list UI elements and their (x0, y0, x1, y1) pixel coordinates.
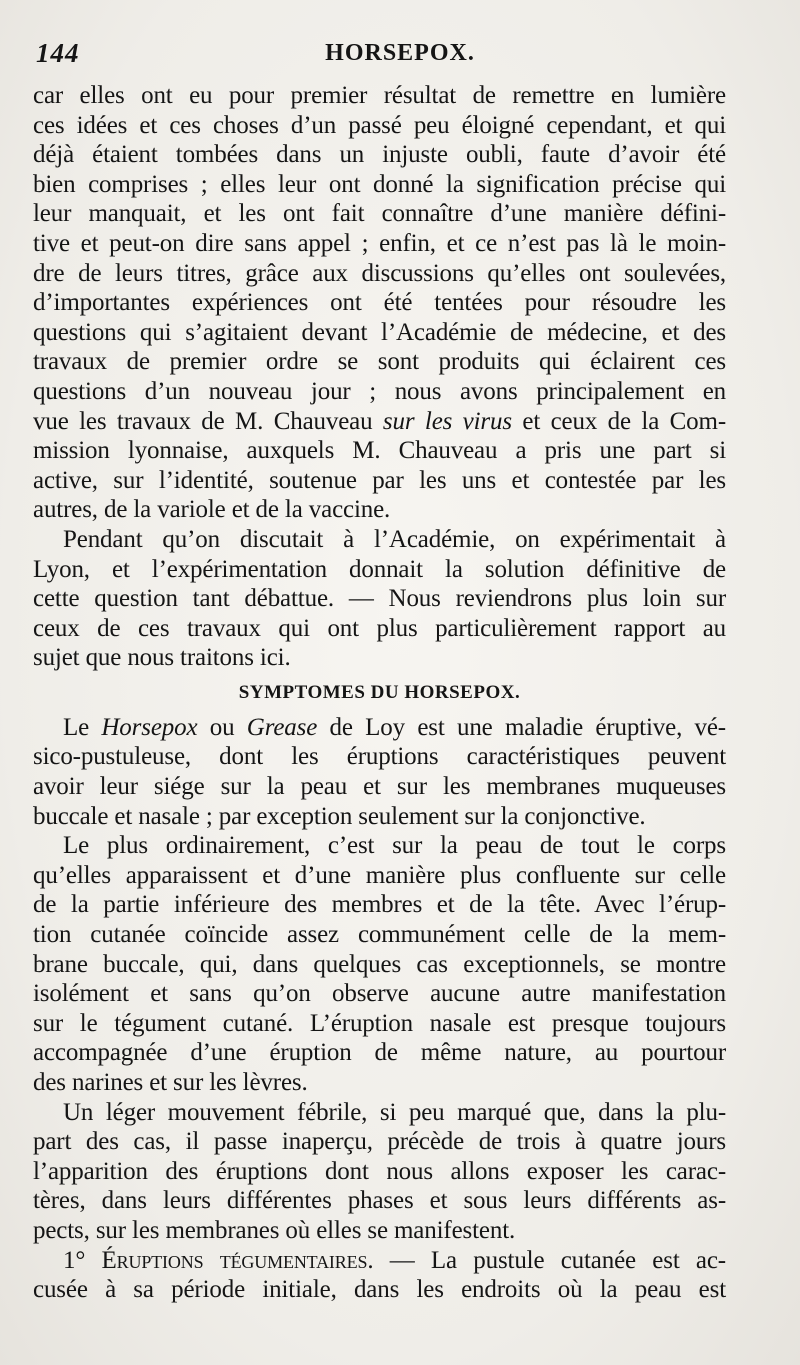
text-line: questions d’un nouveau jour ; nous avons principalement en (33, 377, 726, 405)
text-line: sur le tégument cutané. L’éruption nasale est presque toujours (33, 1009, 726, 1037)
text-line: bien comprises ; elles leur ont donné la signification précise qui (33, 170, 726, 198)
text-line: cusée à sa période initiale, dans les endroits où la peau est (33, 1276, 726, 1304)
text-line: brane buccale, qui, dans quelques cas exceptionnels, se montre (33, 950, 726, 978)
text-line: part des cas, il passe inaperçu, précède de trois à quatre jours (33, 1128, 726, 1156)
text-line (33, 1246, 726, 1276)
italic-phrase: sur les virus (382, 407, 512, 435)
text-run: Le (63, 713, 102, 741)
text-line: tères, dans leurs différentes phases et sous leurs différents as- (33, 1187, 726, 1215)
section-heading: SYMPTOMES DU HORSEPOX. (238, 681, 521, 703)
text-line: Un léger mouvement fébrile, si peu marqué que, dans la plu- (63, 1098, 726, 1126)
text-line: tion cutanée coïncide assez communément celle de la mem- (33, 921, 726, 949)
text-line: leur manquait, et les ont fait connaître d’une manière défini- (33, 200, 726, 228)
page-header (36, 38, 764, 72)
small-caps-heading: Éruptions tégumentaires. (101, 1246, 374, 1274)
text-line: car elles ont eu pour premier résultat de remettre en lumière (33, 82, 726, 109)
text-line: pects, sur les membranes où elles se manifestent. (33, 1216, 516, 1244)
text-line (33, 407, 726, 437)
text-line: buccale et nasale ; par exception seulement sur la conjonctive. (33, 802, 646, 830)
text-line: ces idées et ces choses d’un passé peu éloigné cependant, et qui (33, 111, 726, 139)
text-run: et ceux de la Com- (511, 407, 726, 435)
text-line: sico-pustuleuse, dont les éruptions caractéristiques peuvent (33, 743, 726, 771)
text-line: de la partie inférieure des membres et de la tête. Avec l’érup- (33, 891, 726, 919)
text-run: — La pustule cutanée est ac- (373, 1246, 726, 1274)
text-line: Le plus ordinairement, c’est sur la peau de tout le corps (63, 832, 726, 860)
text-line: Pendant qu’on discutait à l’Académie, on expérimentait à (63, 525, 726, 553)
text-line: avoir leur siége sur la peau et sur les membranes muqueuses (33, 773, 726, 801)
text-line: tive et peut-on dire sans appel ; enfin, et ce n’est pas là le moin- (33, 229, 726, 257)
text-line: cette question tant débattue. — Nous reviendrons plus loin sur (33, 585, 726, 613)
text-line: mission lyonnaise, auxquels M. Chauveau a pris une part si (33, 437, 726, 465)
text-line: d’importantes expériences ont été tentées pour résoudre les (33, 289, 726, 317)
text-run: ou (197, 713, 247, 741)
text-line: accompagnée d’une éruption de même nature, au pourtour (33, 1039, 726, 1067)
text-line: Lyon, et l’expérimentation donnait la solution définitive de (33, 555, 726, 583)
text-line: dre de leurs titres, grâce aux discussions qu’elles ont soulevées, (33, 259, 726, 287)
body-text (33, 81, 726, 1305)
text-line (33, 713, 726, 743)
text-run: vue les travaux de M. Chauveau (33, 407, 383, 435)
text-line: l’apparition des éruptions dont nous allons exposer les carac- (33, 1157, 726, 1185)
text-line: ceux de ces travaux qui ont plus particulièrement rapport au (33, 614, 726, 642)
text-line: autres, de la variole et de la vaccine. (33, 496, 391, 524)
text-line: des narines et sur les lèvres. (33, 1069, 308, 1096)
text-line: questions qui s’agitaient devant l’Académie de médecine, et des (33, 318, 726, 346)
page-number: 144 (36, 38, 80, 68)
running-head: HORSEPOX. (325, 40, 475, 66)
text-run: 1° (63, 1246, 102, 1274)
italic-term: Horsepox (101, 713, 198, 741)
text-line: active, sur l’identité, soutenue par les uns et contestée par les (33, 466, 726, 494)
text-line: isolément et sans qu’on observe aucune autre manifestation (33, 980, 726, 1008)
text-line: qu’elles apparaissent et d’une manière plus confluente sur celle (33, 861, 726, 889)
text-line: sujet que nous traitons ici. (33, 644, 291, 672)
text-line: déjà étaient tombées dans un injuste oubli, faute d’avoir été (33, 141, 726, 169)
text-run: de Loy est une maladie éruptive, vé- (317, 713, 726, 741)
text-line: travaux de premier ordre se sont produits qui éclairent ces (33, 348, 726, 376)
italic-term: Grease (246, 713, 318, 741)
